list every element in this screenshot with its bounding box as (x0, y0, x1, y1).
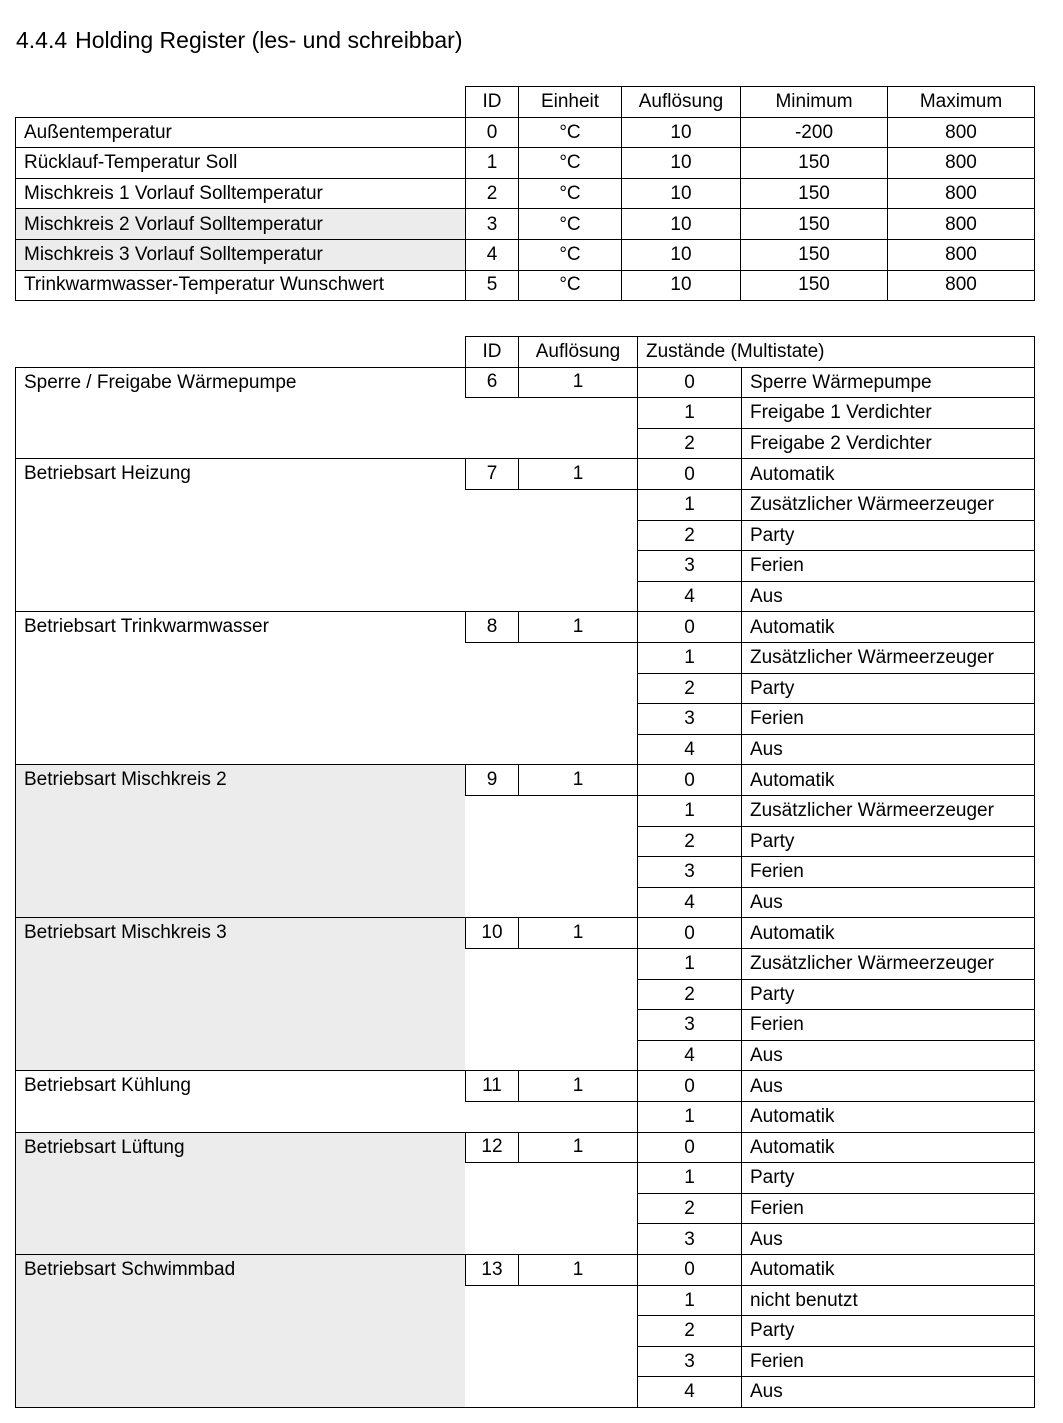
register-id: 9 (465, 764, 518, 796)
state-label: Party (741, 520, 1035, 552)
register-aufloesung: 10 (621, 208, 740, 240)
register-maximum: 800 (887, 270, 1035, 302)
state-label: Zusätzlicher Wärmeerzeuger (741, 948, 1035, 980)
state-value: 0 (637, 1254, 741, 1286)
empty-filler (465, 948, 637, 1071)
register-einheit: °C (518, 270, 621, 302)
state-value: 0 (637, 764, 741, 796)
state-label: Party (741, 673, 1035, 705)
state-value: 1 (637, 795, 741, 827)
state-label: Automatik (741, 1254, 1035, 1286)
register-minimum: 150 (740, 178, 887, 210)
register-minimum: -200 (740, 117, 887, 149)
register-name: Mischkreis 1 Vorlauf Solltemperatur (15, 178, 465, 210)
state-label: Automatik (741, 764, 1035, 796)
state-label: Party (741, 979, 1035, 1011)
register-minimum: 150 (740, 239, 887, 271)
register-einheit: °C (518, 117, 621, 149)
register-name: Betriebsart Mischkreis 2 (15, 764, 465, 918)
state-label: Automatik (741, 1101, 1035, 1133)
register-name: Mischkreis 3 Vorlauf Solltemperatur (15, 239, 465, 271)
state-value: 1 (637, 948, 741, 980)
state-label: Automatik (741, 458, 1035, 490)
register-name: Rücklauf-Temperatur Soll (15, 147, 465, 179)
register-name: Betriebsart Heizung (15, 458, 465, 612)
register-name: Sperre / Freigabe Wärmepumpe (15, 367, 465, 460)
state-label: Freigabe 1 Verdichter (741, 397, 1035, 429)
register-aufloesung: 1 (518, 367, 637, 399)
state-label: Party (741, 826, 1035, 858)
state-label: Ferien (741, 856, 1035, 888)
register-id: 2 (465, 178, 518, 210)
state-value: 0 (637, 367, 741, 399)
state-label: Freigabe 2 Verdichter (741, 428, 1035, 460)
register-name: Betriebsart Kühlung (15, 1070, 465, 1132)
register-maximum: 800 (887, 239, 1035, 271)
register-einheit: °C (518, 239, 621, 271)
register-id: 0 (465, 117, 518, 149)
state-value: 2 (637, 979, 741, 1011)
section-title: Holding Register (les- und schreibbar) (75, 27, 463, 53)
register-id: 8 (465, 611, 518, 643)
register-aufloesung: 10 (621, 270, 740, 302)
state-value: 0 (637, 458, 741, 490)
register-name: Trinkwarmwasser-Temperatur Wunschwert (15, 270, 465, 302)
register-name: Betriebsart Mischkreis 3 (15, 917, 465, 1071)
state-value: 2 (637, 826, 741, 858)
register-minimum: 150 (740, 147, 887, 179)
state-label: Aus (741, 1376, 1035, 1408)
empty-filler (465, 489, 637, 612)
state-value: 1 (637, 1101, 741, 1133)
register-maximum: 800 (887, 147, 1035, 179)
register-name: Betriebsart Lüftung (15, 1132, 465, 1255)
state-label: Party (741, 1315, 1035, 1347)
state-value: 3 (637, 1223, 741, 1255)
header-minimum: Minimum (740, 86, 887, 118)
state-label: Ferien (741, 1009, 1035, 1041)
empty-filler (465, 642, 637, 765)
register-id: 1 (465, 147, 518, 179)
header-zustaende: Zustände (Multistate) (637, 336, 1035, 368)
state-value: 4 (637, 1376, 741, 1408)
state-label: Aus (741, 734, 1035, 766)
state-label: Automatik (741, 611, 1035, 643)
state-label: Aus (741, 581, 1035, 613)
header-id: ID (465, 86, 518, 118)
register-aufloesung: 10 (621, 117, 740, 149)
register-name: Betriebsart Trinkwarmwasser (15, 611, 465, 765)
state-value: 3 (637, 1009, 741, 1041)
state-label: Zusätzlicher Wärmeerzeuger (741, 795, 1035, 827)
state-value: 4 (637, 887, 741, 919)
register-minimum: 150 (740, 270, 887, 302)
state-value: 3 (637, 703, 741, 735)
empty-filler (465, 1162, 637, 1255)
register-id: 12 (465, 1132, 518, 1164)
register-aufloesung: 1 (518, 1070, 637, 1102)
header-maximum: Maximum (887, 86, 1035, 118)
register-id: 10 (465, 917, 518, 949)
register-einheit: °C (518, 147, 621, 179)
register-aufloesung: 1 (518, 611, 637, 643)
state-label: Ferien (741, 1193, 1035, 1225)
state-label: Zusätzlicher Wärmeerzeuger (741, 489, 1035, 521)
section-heading (16, 26, 463, 54)
register-id: 11 (465, 1070, 518, 1102)
register-einheit: °C (518, 208, 621, 240)
register-id: 4 (465, 239, 518, 271)
empty-filler (465, 397, 637, 459)
state-label: Aus (741, 1040, 1035, 1072)
empty-filler (465, 1101, 637, 1133)
register-name: Mischkreis 2 Vorlauf Solltemperatur (15, 208, 465, 240)
state-value: 2 (637, 520, 741, 552)
state-value: 1 (637, 642, 741, 674)
state-value: 1 (637, 489, 741, 521)
register-maximum: 800 (887, 117, 1035, 149)
register-aufloesung: 1 (518, 917, 637, 949)
state-label: Automatik (741, 917, 1035, 949)
state-label: Aus (741, 1070, 1035, 1102)
state-label: Zusätzlicher Wärmeerzeuger (741, 642, 1035, 674)
register-id: 13 (465, 1254, 518, 1286)
header-id: ID (465, 336, 518, 368)
register-id: 7 (465, 458, 518, 490)
register-aufloesung: 1 (518, 1254, 637, 1286)
register-aufloesung: 1 (518, 458, 637, 490)
register-id: 6 (465, 367, 518, 399)
state-value: 3 (637, 550, 741, 582)
state-value: 4 (637, 1040, 741, 1072)
state-value: 3 (637, 856, 741, 888)
state-value: 1 (637, 1162, 741, 1194)
register-id: 3 (465, 208, 518, 240)
register-id: 5 (465, 270, 518, 302)
state-value: 4 (637, 734, 741, 766)
state-label: Automatik (741, 1132, 1035, 1164)
state-label: Aus (741, 887, 1035, 919)
state-label: Ferien (741, 1346, 1035, 1378)
register-name: Betriebsart Schwimmbad (15, 1254, 465, 1408)
state-value: 2 (637, 1193, 741, 1225)
register-aufloesung: 10 (621, 147, 740, 179)
section-number: 4.4.4 (16, 27, 68, 53)
state-label: Ferien (741, 703, 1035, 735)
state-label: Party (741, 1162, 1035, 1194)
register-name: Außentemperatur (15, 117, 465, 149)
state-value: 0 (637, 917, 741, 949)
register-aufloesung: 10 (621, 239, 740, 271)
register-minimum: 150 (740, 208, 887, 240)
state-label: Aus (741, 1223, 1035, 1255)
register-einheit: °C (518, 178, 621, 210)
register-maximum: 800 (887, 178, 1035, 210)
empty-filler (465, 1285, 637, 1408)
state-value: 2 (637, 1315, 741, 1347)
state-label: Sperre Wärmepumpe (741, 367, 1035, 399)
header-aufloesung: Auflösung (518, 336, 637, 368)
register-aufloesung: 1 (518, 1132, 637, 1164)
state-label: Ferien (741, 550, 1035, 582)
state-value: 2 (637, 673, 741, 705)
empty-filler (465, 795, 637, 918)
state-value: 0 (637, 1070, 741, 1102)
header-einheit: Einheit (518, 86, 621, 118)
state-value: 1 (637, 397, 741, 429)
state-label: nicht benutzt (741, 1285, 1035, 1317)
state-value: 4 (637, 581, 741, 613)
state-value: 1 (637, 1285, 741, 1317)
register-maximum: 800 (887, 208, 1035, 240)
register-aufloesung: 1 (518, 764, 637, 796)
header-aufloesung: Auflösung (621, 86, 740, 118)
state-value: 0 (637, 611, 741, 643)
state-value: 3 (637, 1346, 741, 1378)
register-aufloesung: 10 (621, 178, 740, 210)
state-value: 0 (637, 1132, 741, 1164)
state-value: 2 (637, 428, 741, 460)
